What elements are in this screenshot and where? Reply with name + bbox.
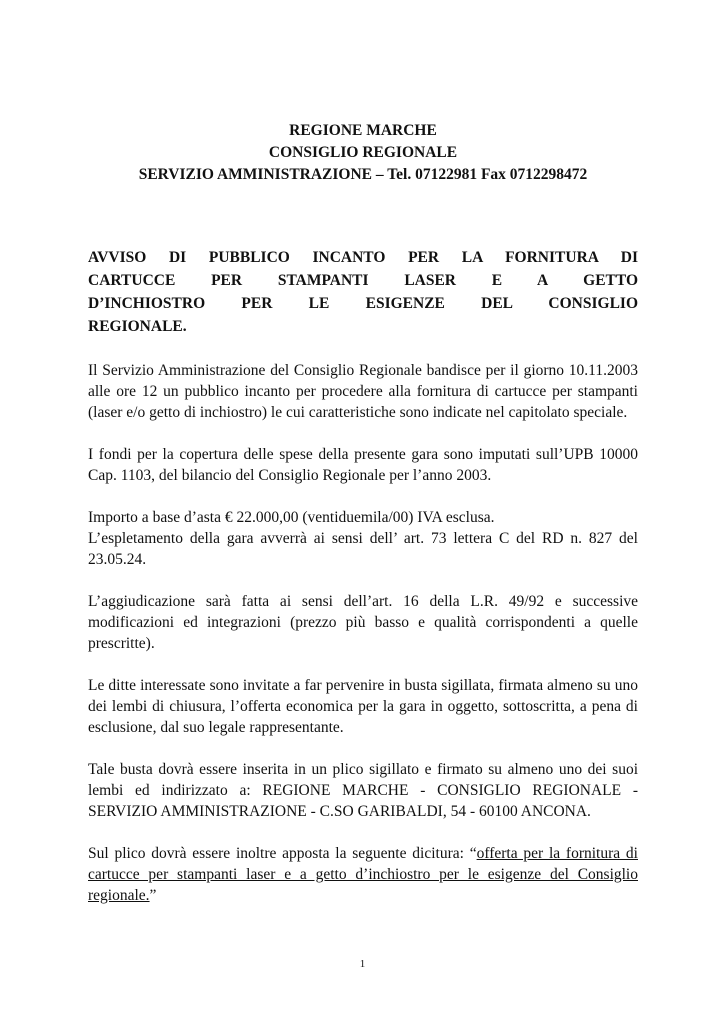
document-header [88,120,638,186]
label-underlined-text: offerta per la fornitura di cartucce per stampanti laser e a getto d’inchiostro per le esigenze del Consiglio regionale. [88,845,638,904]
label-prefix: Sul plico dovrà essere inoltre apposta la seguente dicitura: “ [88,845,477,862]
paragraph-envelope-address: Tale busta dovrà essere inserita in un plico sigillato e firmato su almeno uno dei suoi lembi ed indirizzato a: REGIONE MARCHE - CONSIGLIO REGIONALE - SERVIZIO AMMINISTRAZIONE - C.SO GARIBALDI, 54 - 60100 ANCONA. [88,761,638,820]
header-service-contacts: SERVIZIO AMMINISTRAZIONE – Tel. 07122981 Fax 0712298472 [138,166,588,183]
title-line-4: REGIONALE. [88,318,187,335]
label-suffix: ” [149,887,157,904]
paragraph-envelope-label [88,843,638,906]
header-council: CONSIGLIO REGIONALE [268,144,458,161]
notice-title [88,246,638,338]
title-line-2: CARTUCCE PER STAMPANTI LASER E A GETTO [88,272,638,289]
document-page [88,120,638,906]
header-region: REGIONE MARCHE [289,122,437,139]
title-line-1: AVVISO DI PUBBLICO INCANTO PER LA FORNITURA DI [88,249,638,266]
title-line-3: D’INCHIOSTRO PER LE ESIGENZE DEL CONSIGLIO [88,295,638,312]
paragraph-submission: Le ditte interessate sono invitate a far pervenire in busta sigillata, firmata almeno su uno dei lembi di chiusura, l’offerta economica per la gara in oggetto, sottoscritta, a pena di esclusione, dal suo legale rappresentante. [88,677,638,736]
paragraph-base-amount: Importo a base d’asta € 22.000,00 (ventiduemila/00) IVA esclusa. [88,509,495,526]
paragraph-auction: Il Servizio Amministrazione del Consiglio Regionale bandisce per il giorno 10.11.2003 alle ore 12 un pubblico incanto per procedere alla fornitura di cartucce per stampanti (laser e/o getto di inchiostro) le cui caratteristiche sono indicate nel capitolato speciale. [88,362,638,421]
page-number: 1 [359,958,366,970]
paragraph-funds: I fondi per la copertura delle spese della presente gara sono imputati sull’UPB 10000 Cap. 1103, del bilancio del Consiglio Regionale per l’anno 2003. [88,446,638,484]
paragraph-procedure: L’espletamento della gara avverrà ai sensi dell’ art. 73 lettera C del RD n. 827 del 23.05.24. [88,530,638,568]
paragraph-award: L’aggiudicazione sarà fatta ai sensi dell’art. 16 della L.R. 49/92 e successive modificazioni ed integrazioni (prezzo più basso e qualità corrispondenti a quelle prescritte). [88,593,638,652]
